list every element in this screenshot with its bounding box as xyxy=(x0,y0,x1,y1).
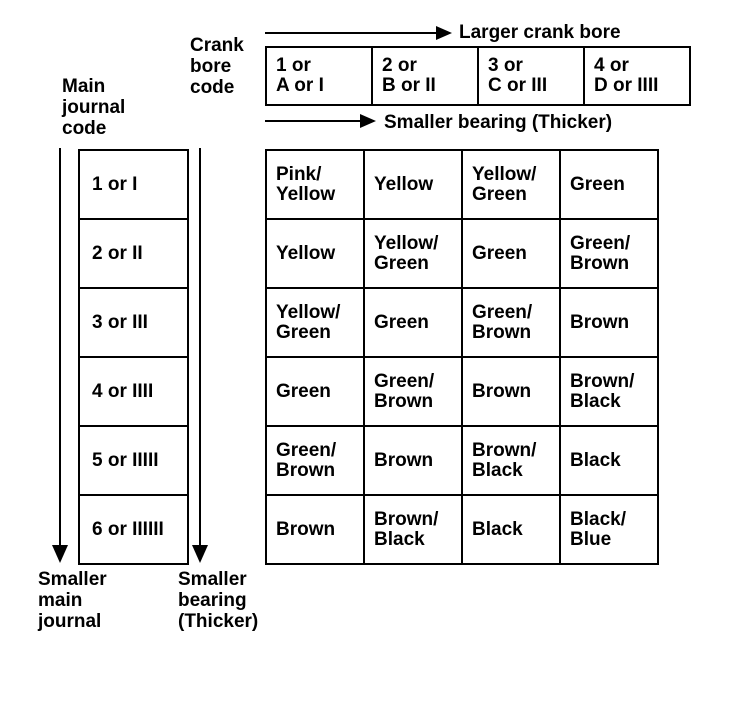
main-journal-row xyxy=(79,150,188,219)
bearing-cell xyxy=(462,219,560,288)
bearing-cell xyxy=(560,150,658,219)
bearing-row xyxy=(266,219,658,288)
crank-bore-code-table xyxy=(265,46,691,106)
bearing-color: Yellow/ Green xyxy=(276,301,341,343)
bearing-color: Brown xyxy=(472,380,532,402)
bearing-color: Green/ Brown xyxy=(276,439,337,481)
bearing-cell xyxy=(560,495,658,564)
bearing-color: Green/ Brown xyxy=(570,232,631,274)
bearing-color: Black/ Blue xyxy=(570,508,626,550)
crank-bore-code-cell xyxy=(372,47,478,105)
bearing-cell xyxy=(462,288,560,357)
main-journal-cell xyxy=(79,495,188,564)
bearing-color: Brown xyxy=(276,518,336,540)
bearing-cell xyxy=(364,219,462,288)
bearing-cell xyxy=(462,495,560,564)
bearing-color: Green xyxy=(374,311,429,333)
crank-bore-code-2: 2 or B or II xyxy=(382,55,436,96)
main-journal-cell xyxy=(79,219,188,288)
bearing-cell xyxy=(560,426,658,495)
bearing-cell xyxy=(462,426,560,495)
bearing-color: Pink/ Yellow xyxy=(276,163,336,205)
bearing-color: Green/ Brown xyxy=(472,301,533,343)
main-journal-code-1: 1 or I xyxy=(92,173,138,195)
larger-crank-bore-label: Larger crank bore xyxy=(459,22,621,43)
bearing-color: Black xyxy=(472,518,523,540)
main-journal-code-3: 3 or III xyxy=(92,311,148,333)
main-journal-cell xyxy=(79,357,188,426)
smaller-bearing-top-label: Smaller bearing (Thicker) xyxy=(384,112,613,133)
bearing-cell xyxy=(364,288,462,357)
smaller-bearing-down-arrow xyxy=(192,148,208,563)
bearing-cell xyxy=(266,357,364,426)
bearing-cell xyxy=(266,495,364,564)
bearing-cell xyxy=(266,219,364,288)
bearing-color: Yellow xyxy=(276,242,336,264)
bearing-row xyxy=(266,426,658,495)
bearing-cell xyxy=(560,288,658,357)
bearing-color: Yellow/ Green xyxy=(472,163,537,205)
main-journal-code-2: 2 or II xyxy=(92,242,143,264)
bearing-cell xyxy=(560,219,658,288)
bearing-cell xyxy=(462,150,560,219)
bearing-cell xyxy=(364,150,462,219)
crank-bore-code-label: Crank bore code xyxy=(190,35,244,98)
bearing-color: Brown/ Black xyxy=(570,370,635,412)
bearing-color: Green/ Brown xyxy=(374,370,435,412)
bearing-row xyxy=(266,288,658,357)
bearing-cell xyxy=(364,357,462,426)
bearing-color: Yellow xyxy=(374,173,434,195)
bearing-color: Green xyxy=(570,173,625,195)
main-journal-cell xyxy=(79,288,188,357)
larger-crank-bore-arrow xyxy=(265,26,452,40)
main-journal-code-4: 4 or IIII xyxy=(92,380,154,402)
bearing-cell xyxy=(266,426,364,495)
bearing-cell xyxy=(560,357,658,426)
bearing-color: Brown xyxy=(570,311,630,333)
main-journal-code-6: 6 or IIIIII xyxy=(92,518,164,540)
bearing-color: Brown xyxy=(374,449,434,471)
bearing-color: Brown/ Black xyxy=(374,508,439,550)
bearing-color: Green xyxy=(276,380,331,402)
main-journal-cell xyxy=(79,426,188,495)
bearing-cell xyxy=(462,357,560,426)
bearing-color: Green xyxy=(472,242,527,264)
smaller-bearing-right-arrow xyxy=(265,114,376,128)
crank-bore-code-cell xyxy=(266,47,372,105)
main-journal-row xyxy=(79,495,188,564)
bearing-color: Yellow/ Green xyxy=(374,232,439,274)
main-journal-code-table xyxy=(78,149,189,565)
bearing-color-grid xyxy=(265,149,659,565)
bearing-color: Black xyxy=(570,449,621,471)
bearing-cell xyxy=(266,150,364,219)
bearing-row xyxy=(266,150,658,219)
crank-bore-code-4: 4 or D or IIII xyxy=(594,55,659,96)
bearing-cell xyxy=(266,288,364,357)
crank-bore-code-3: 3 or C or III xyxy=(488,55,548,96)
main-journal-row xyxy=(79,288,188,357)
main-journal-cell xyxy=(79,150,188,219)
crank-bore-code-cell xyxy=(478,47,584,105)
main-journal-code-label: Main journal code xyxy=(62,76,126,139)
smaller-main-journal-arrow xyxy=(52,148,68,563)
crank-bore-code-row xyxy=(266,47,690,105)
main-journal-row xyxy=(79,219,188,288)
bearing-row xyxy=(266,357,658,426)
crank-bore-code-1: 1 or A or I xyxy=(276,55,324,96)
bearing-row xyxy=(266,495,658,564)
main-journal-row xyxy=(79,426,188,495)
main-journal-code-5: 5 or IIIII xyxy=(92,449,159,471)
bearing-color: Brown/ Black xyxy=(472,439,537,481)
crank-bore-code-cell xyxy=(584,47,690,105)
main-journal-row xyxy=(79,357,188,426)
smaller-bearing-bottom-label: Smaller bearing (Thicker) xyxy=(178,569,259,632)
bearing-cell xyxy=(364,426,462,495)
smaller-main-journal-label: Smaller main journal xyxy=(38,569,107,632)
bearing-cell xyxy=(364,495,462,564)
